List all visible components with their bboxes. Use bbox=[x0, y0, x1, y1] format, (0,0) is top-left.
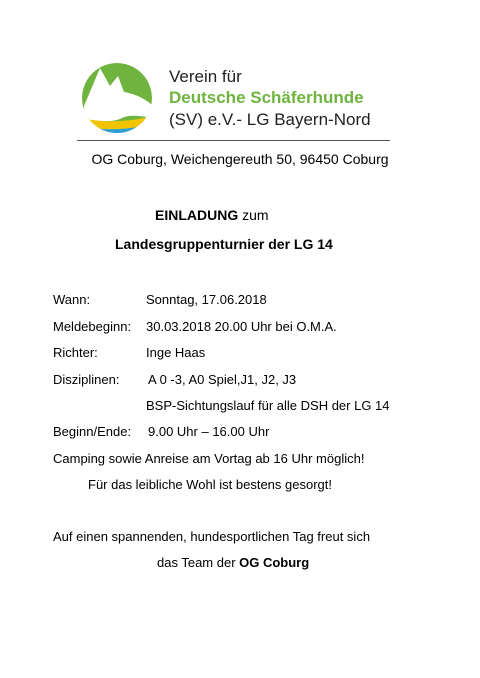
event-title: Landesgruppenturnier der LG 14 bbox=[115, 236, 333, 252]
richter-value: Inge Haas bbox=[146, 345, 206, 360]
wann-label: Wann: bbox=[53, 292, 91, 307]
org-name-line1: Verein für bbox=[169, 67, 242, 86]
org-name-line3: (SV) e.V.- LG Bayern-Nord bbox=[169, 110, 371, 129]
closing-line2 bbox=[157, 555, 309, 570]
wann-value: Sonntag, 17.06.2018 bbox=[146, 292, 267, 307]
address: OG Coburg, Weichengereuth 50, 96450 Coburg bbox=[91, 151, 389, 167]
disziplinen-value-2: BSP-Sichtungslauf für alle DSH der LG 14 bbox=[146, 398, 390, 413]
closing-line1: Auf einen spannenden, hundesportlichen Tag freut sich bbox=[53, 529, 371, 544]
disziplinen-value-1: A 0 -3, A0 Spiel,J1, J2, J3 bbox=[148, 372, 297, 387]
invitation-title bbox=[155, 207, 269, 223]
food-note: Für das leibliche Wohl ist bestens gesorgt! bbox=[88, 477, 332, 492]
header-divider bbox=[77, 140, 390, 141]
beginn-label: Beginn/Ende: bbox=[53, 424, 132, 439]
invitation-rest: zum bbox=[238, 207, 269, 223]
richter-label: Richter: bbox=[53, 345, 98, 360]
beginn-value: 9.00 Uhr – 16.00 Uhr bbox=[148, 424, 270, 439]
disziplinen-label: Disziplinen: bbox=[53, 372, 120, 387]
invitation-bold: EINLADUNG bbox=[155, 207, 239, 223]
org-name-line2: Deutsche Schäferhunde bbox=[169, 88, 364, 107]
camping-note: Camping sowie Anreise am Vortag ab 16 Uhr möglich! bbox=[53, 451, 365, 466]
closing-prefix: das Team der bbox=[157, 555, 240, 570]
closing-team: OG Coburg bbox=[239, 555, 310, 570]
meldebeginn-value: 30.03.2018 20.00 Uhr bei O.M.A. bbox=[146, 319, 337, 334]
sv-dog-logo-icon bbox=[80, 62, 160, 134]
meldebeginn-label: Meldebeginn: bbox=[53, 319, 132, 334]
